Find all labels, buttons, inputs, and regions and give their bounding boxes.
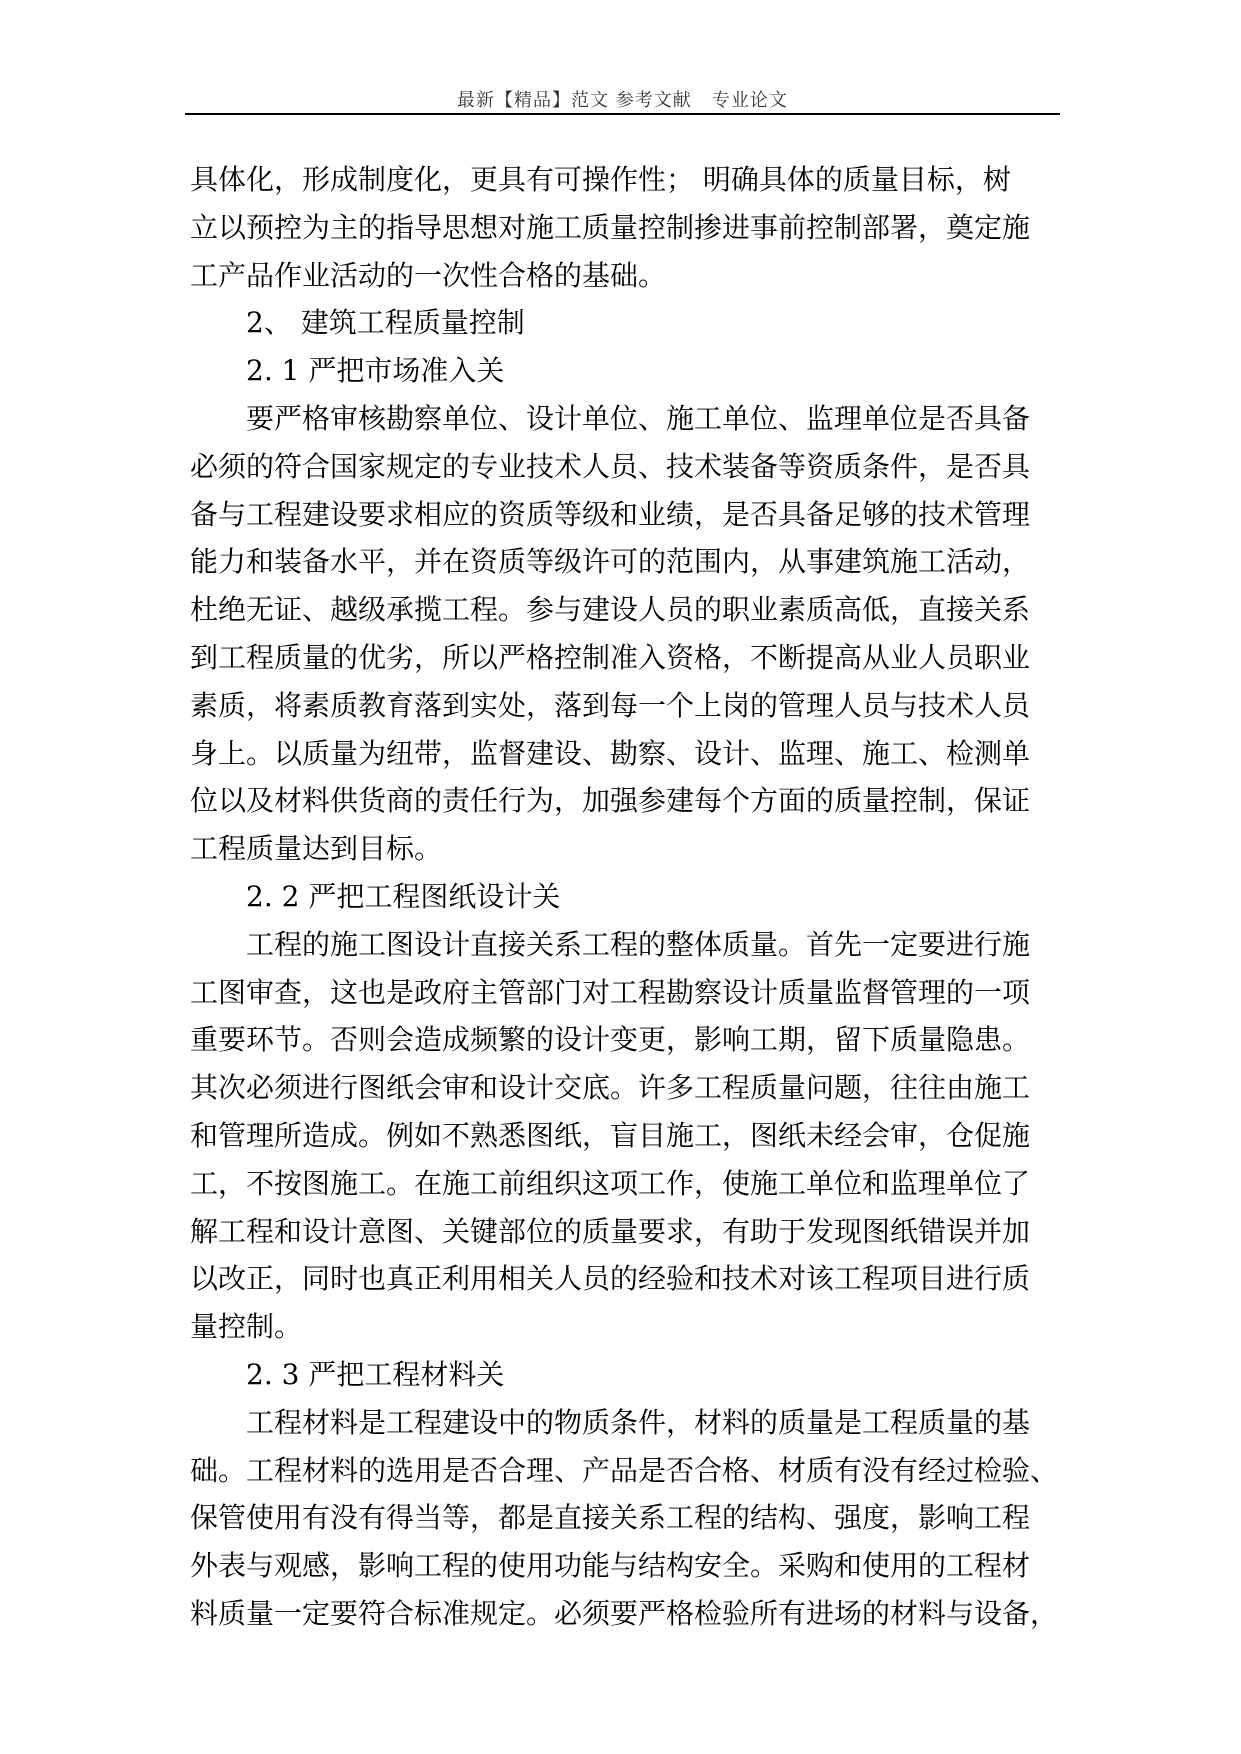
text-line: 础。工程材料的选用是否合理、产品是否合格、材质有没有经过检验、 bbox=[190, 1453, 1059, 1487]
header-rule bbox=[185, 113, 1060, 115]
text-line: 能力和装备水平，并在资质等级许可的范围内，从事建筑施工活动， bbox=[190, 545, 1031, 579]
text-line: 工图审查，这也是政府主管部门对工程勘察设计质量监督管理的一项 bbox=[190, 975, 1031, 1009]
text-line: 其次必须进行图纸会审和设计交底。许多工程质量问题，往往由施工 bbox=[190, 1071, 1031, 1105]
text-line: 工程的施工图设计直接关系工程的整体质量。首先一定要进行施 bbox=[246, 927, 1031, 961]
text-line: 到工程质量的优劣，所以严格控制准入资格，不断提高从业人员职业 bbox=[190, 640, 1031, 674]
text-line: 要严格审核勘察单位、设计单位、施工单位、监理单位是否具备 bbox=[246, 401, 1031, 435]
subsection-heading: 2. 3 严把工程材料关 bbox=[246, 1357, 505, 1391]
body-text bbox=[190, 156, 1070, 1638]
text-line: 和管理所造成。例如不熟悉图纸，盲目施工，图纸未经会审，仓促施 bbox=[190, 1118, 1031, 1152]
text-line: 位以及材料供货商的责任行为，加强参建每个方面的质量控制，保证 bbox=[190, 784, 1031, 818]
text-line: 杜绝无证、越级承揽工程。参与建设人员的职业素质高低，直接关系 bbox=[190, 593, 1031, 627]
text-line: 素质，将素质教育落到实处，落到每一个上岗的管理人员与技术人员 bbox=[190, 688, 1031, 722]
text-line: 工产品作业活动的一次性合格的基础。 bbox=[190, 258, 667, 292]
subsection-heading: 2. 2 严把工程图纸设计关 bbox=[246, 879, 561, 913]
section-heading: 2、 建筑工程质量控制 bbox=[246, 306, 525, 340]
text-line: 解工程和设计意图、关键部位的质量要求，有助于发现图纸错误并加 bbox=[190, 1214, 1031, 1248]
running-header: 最新【精品】范文 参考文献 专业论文 bbox=[457, 90, 788, 111]
text-line: 重要环节。否则会造成频繁的设计变更，影响工期，留下质量隐患。 bbox=[190, 1023, 1031, 1057]
text-line: 外表与观感，影响工程的使用功能与结构安全。采购和使用的工程材 bbox=[190, 1549, 1031, 1583]
text-line: 立以预控为主的指导思想对施工质量控制掺进事前控制部署，奠定施 bbox=[190, 210, 1031, 244]
text-line: 保管使用有没有得当等，都是直接关系工程的结构、强度，影响工程 bbox=[190, 1501, 1031, 1535]
subsection-heading: 2. 1 严把市场准入关 bbox=[246, 354, 505, 388]
text-line: 以改正，同时也真正利用相关人员的经验和技术对该工程项目进行质 bbox=[190, 1262, 1031, 1296]
text-line: 具体化，形成制度化，更具有可操作性； 明确具体的质量目标，树 bbox=[190, 163, 1011, 196]
text-line: 工程材料是工程建设中的物质条件，材料的质量是工程质量的基 bbox=[246, 1405, 1031, 1439]
text-line: 工程质量达到目标。 bbox=[190, 832, 443, 866]
text-line: 料质量一定要符合标准规定。必须要严格检验所有进场的材料与设备， bbox=[190, 1596, 1059, 1630]
text-line: 备与工程建设要求相应的资质等级和业绩，是否具备足够的技术管理 bbox=[190, 497, 1031, 531]
text-line: 量控制。 bbox=[190, 1310, 303, 1344]
text-line: 身上。以质量为纽带，监督建设、勘察、设计、监理、施工、检测单 bbox=[190, 736, 1031, 770]
text-line: 必须的符合国家规定的专业技术人员、技术装备等资质条件，是否具 bbox=[190, 449, 1031, 483]
text-line: 工，不按图施工。在施工前组织这项工作，使施工单位和监理单位了 bbox=[190, 1166, 1031, 1200]
